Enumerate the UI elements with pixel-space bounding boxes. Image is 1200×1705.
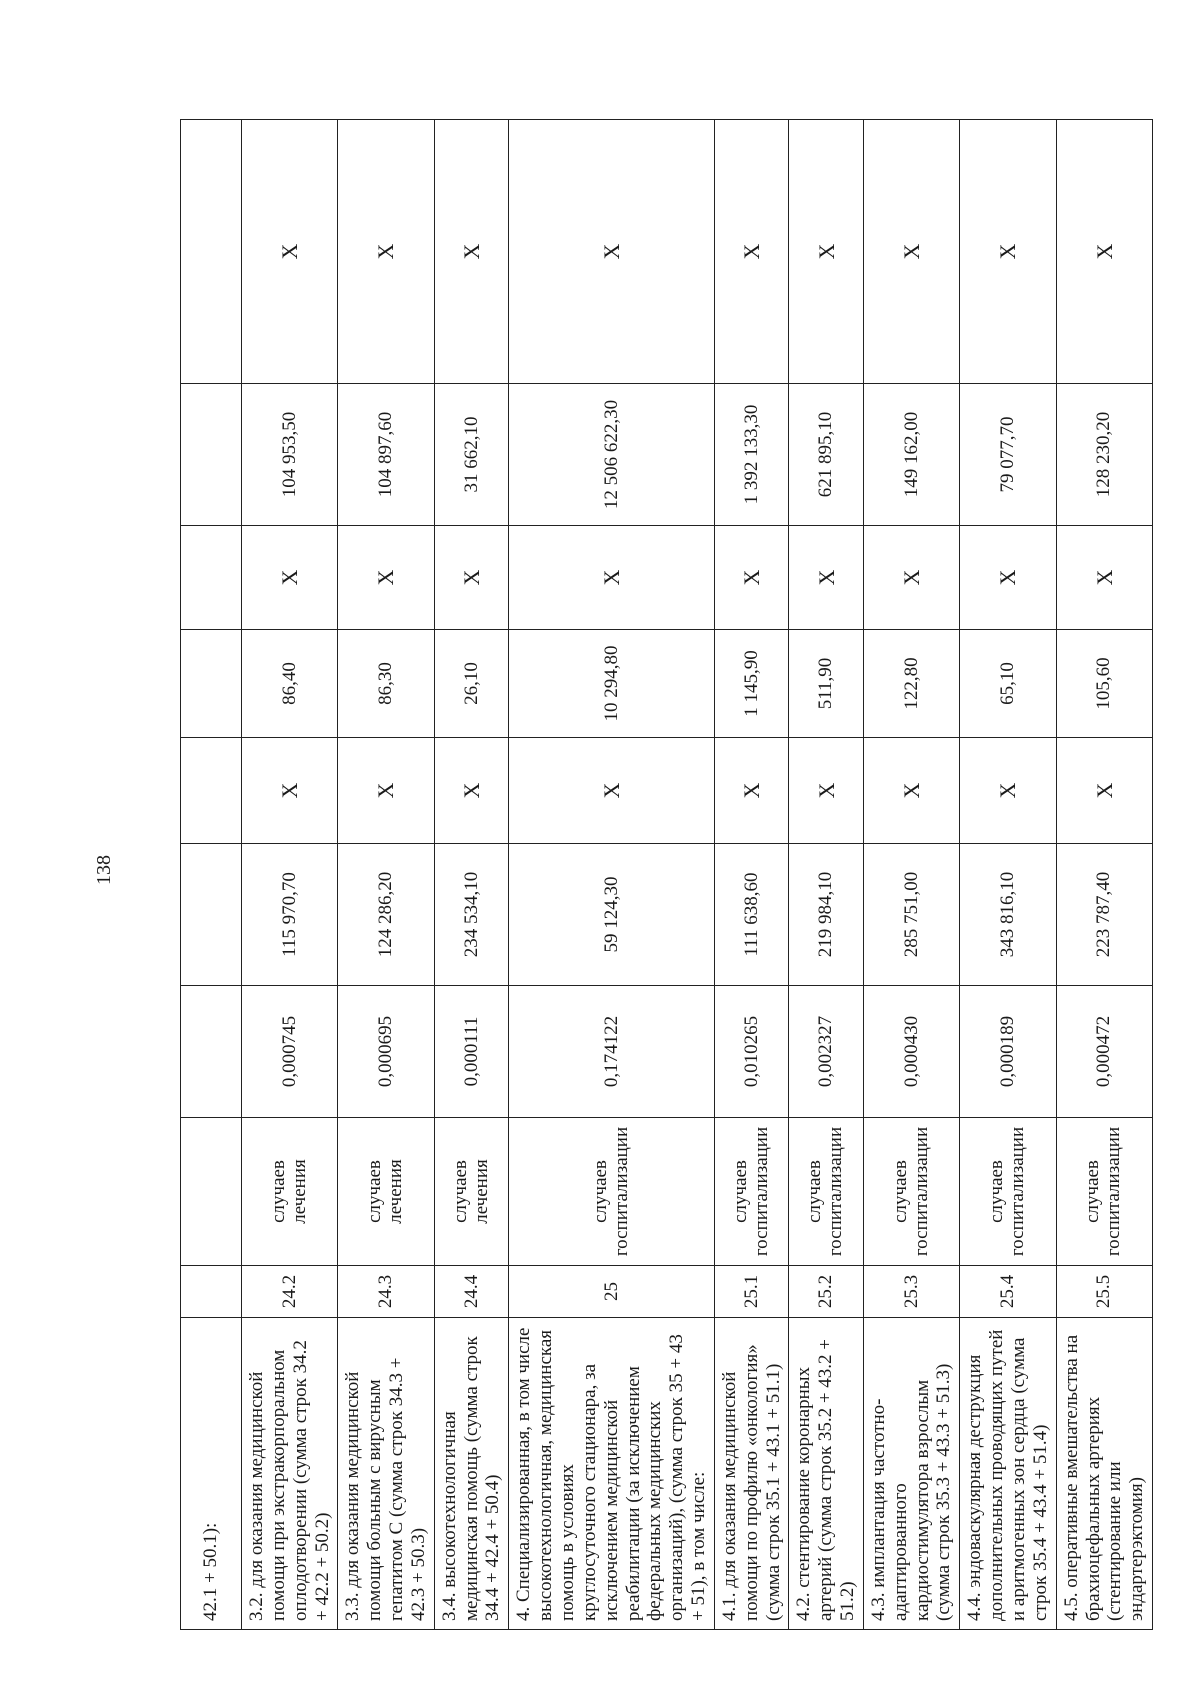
desc-cell: 4.3. имплантация частотно-адаптированного кардиостимулятора взрослым (сумма строк 35.3 + 43.3 + 51.3): [863, 1318, 959, 1630]
value-cell: 105,60: [1056, 630, 1152, 738]
total-cell: 128 230,20: [1056, 384, 1152, 526]
cross-cell: X: [960, 120, 1056, 384]
total-cell: 79 077,70: [960, 384, 1056, 526]
cost-cell: 219 984,10: [789, 844, 864, 986]
code-cell: 25.5: [1056, 1266, 1152, 1318]
value-cell: 122,80: [863, 630, 959, 738]
cost-cell: 223 787,40: [1056, 844, 1152, 986]
table-row: [789, 120, 864, 1630]
cross-cell: [181, 738, 242, 844]
rate-cell: 0,000111: [434, 986, 509, 1118]
unit-cell: случаев госпитализации: [509, 1118, 715, 1266]
cross-cell: X: [1056, 526, 1152, 630]
cross-cell: X: [789, 738, 864, 844]
cross-cell: [181, 120, 242, 384]
data-table: [180, 119, 1153, 1630]
unit-cell: случаев лечения: [338, 1118, 434, 1266]
unit-cell: случаев госпитализации: [789, 1118, 864, 1266]
table-row: [1056, 120, 1152, 1630]
total-cell: 621 895,10: [789, 384, 864, 526]
cross-cell: X: [509, 526, 715, 630]
code-cell: 25: [509, 1266, 715, 1318]
table-row: [242, 120, 338, 1630]
unit-cell: [181, 1118, 242, 1266]
cross-cell: X: [960, 526, 1056, 630]
page-number: 138: [93, 855, 115, 885]
unit-cell: случаев лечения: [434, 1118, 509, 1266]
value-cell: 10 294,80: [509, 630, 715, 738]
cross-cell: X: [789, 120, 864, 384]
total-cell: 12 506 622,30: [509, 384, 715, 526]
cost-cell: 115 970,70: [242, 844, 338, 986]
cross-cell: X: [714, 738, 789, 844]
rotated-table-wrapper: [180, 120, 1148, 1630]
cross-cell: X: [714, 120, 789, 384]
desc-cell: 4. Специализированная, в том числе высокотехнологичная, медицинская помощь в условиях круглосуточного стационара, за исключением медицинской реабилитации (за исключением федеральных медицинских организаций), (сумма строк 35 + 43 + 51), в том числе:: [509, 1318, 715, 1630]
cross-cell: X: [863, 120, 959, 384]
table-body: [181, 120, 1153, 1630]
unit-cell: случаев лечения: [242, 1118, 338, 1266]
cost-cell: 343 816,10: [960, 844, 1056, 986]
total-cell: [181, 384, 242, 526]
cross-cell: X: [338, 120, 434, 384]
rate-cell: 0,000189: [960, 986, 1056, 1118]
total-cell: 104 953,50: [242, 384, 338, 526]
code-cell: 24.4: [434, 1266, 509, 1318]
cross-cell: X: [338, 526, 434, 630]
value-cell: 86,30: [338, 630, 434, 738]
cross-cell: X: [789, 526, 864, 630]
code-cell: 25.4: [960, 1266, 1056, 1318]
cross-cell: X: [338, 738, 434, 844]
cross-cell: X: [242, 738, 338, 844]
rate-cell: 0,010265: [714, 986, 789, 1118]
cross-cell: X: [242, 526, 338, 630]
desc-cell: 4.4. эндоваскулярная деструкция дополнительных проводящих путей и аритмогенных зон сердца (сумма строк 35.4 + 43.4 + 51.4): [960, 1318, 1056, 1630]
cost-cell: 124 286,20: [338, 844, 434, 986]
cost-cell: 285 751,00: [863, 844, 959, 986]
cross-cell: [181, 526, 242, 630]
value-cell: 1 145,90: [714, 630, 789, 738]
desc-cell: 3.3. для оказания медицинской помощи больным с вирусным гепатитом С (сумма строк 34.3 + 42.3 + 50.3): [338, 1318, 434, 1630]
cross-cell: X: [863, 738, 959, 844]
desc-cell: 4.1. для оказания медицинской помощи по профилю «онкология» (сумма строк 35.1 + 43.1 + 51.1): [714, 1318, 789, 1630]
rate-cell: 0,000745: [242, 986, 338, 1118]
desc-cell: 42.1 + 50.1):: [181, 1318, 242, 1630]
total-cell: 1 392 133,30: [714, 384, 789, 526]
table-row: [714, 120, 789, 1630]
code-cell: 25.3: [863, 1266, 959, 1318]
cross-cell: X: [1056, 120, 1152, 384]
unit-cell: случаев госпитализации: [1056, 1118, 1152, 1266]
value-cell: 26,10: [434, 630, 509, 738]
cost-cell: [181, 844, 242, 986]
rate-cell: 0,002327: [789, 986, 864, 1118]
total-cell: 104 897,60: [338, 384, 434, 526]
cross-cell: X: [509, 738, 715, 844]
unit-cell: случаев госпитализации: [960, 1118, 1056, 1266]
rate-cell: [181, 986, 242, 1118]
cross-cell: X: [434, 120, 509, 384]
unit-cell: случаев госпитализации: [863, 1118, 959, 1266]
cross-cell: X: [714, 526, 789, 630]
cross-cell: X: [242, 120, 338, 384]
table-row: [338, 120, 434, 1630]
table-row: [181, 120, 242, 1630]
table-row: [960, 120, 1056, 1630]
rate-cell: 0,174122: [509, 986, 715, 1118]
total-cell: 31 662,10: [434, 384, 509, 526]
desc-cell: 3.4. высокотехнологичная медицинская помощь (сумма строк 34.4 + 42.4 + 50.4): [434, 1318, 509, 1630]
code-cell: 25.2: [789, 1266, 864, 1318]
unit-cell: случаев госпитализации: [714, 1118, 789, 1266]
desc-cell: 3.2. для оказания медицинской помощи при экстракорпоральном оплодотворении (сумма строк 34.2 + 42.2 + 50.2): [242, 1318, 338, 1630]
desc-cell: 4.5. оперативные вмешательства на брахиоцефальных артериях (стентирование или эндартерэктомия): [1056, 1318, 1152, 1630]
value-cell: [181, 630, 242, 738]
cross-cell: X: [509, 120, 715, 384]
rate-cell: 0,000472: [1056, 986, 1152, 1118]
cross-cell: X: [434, 738, 509, 844]
cost-cell: 234 534,10: [434, 844, 509, 986]
table-row: [863, 120, 959, 1630]
desc-cell: 4.2. стентирование коронарных артерий (сумма строк 35.2 + 43.2 + 51.2): [789, 1318, 864, 1630]
code-cell: 24.3: [338, 1266, 434, 1318]
rate-cell: 0,000695: [338, 986, 434, 1118]
cost-cell: 111 638,60: [714, 844, 789, 986]
value-cell: 86,40: [242, 630, 338, 738]
rate-cell: 0,000430: [863, 986, 959, 1118]
total-cell: 149 162,00: [863, 384, 959, 526]
cost-cell: 59 124,30: [509, 844, 715, 986]
table-row: [509, 120, 715, 1630]
value-cell: 65,10: [960, 630, 1056, 738]
code-cell: [181, 1266, 242, 1318]
cross-cell: X: [1056, 738, 1152, 844]
cross-cell: X: [434, 526, 509, 630]
table-row: [434, 120, 509, 1630]
value-cell: 511,90: [789, 630, 864, 738]
cross-cell: X: [960, 738, 1056, 844]
cross-cell: X: [863, 526, 959, 630]
code-cell: 25.1: [714, 1266, 789, 1318]
code-cell: 24.2: [242, 1266, 338, 1318]
